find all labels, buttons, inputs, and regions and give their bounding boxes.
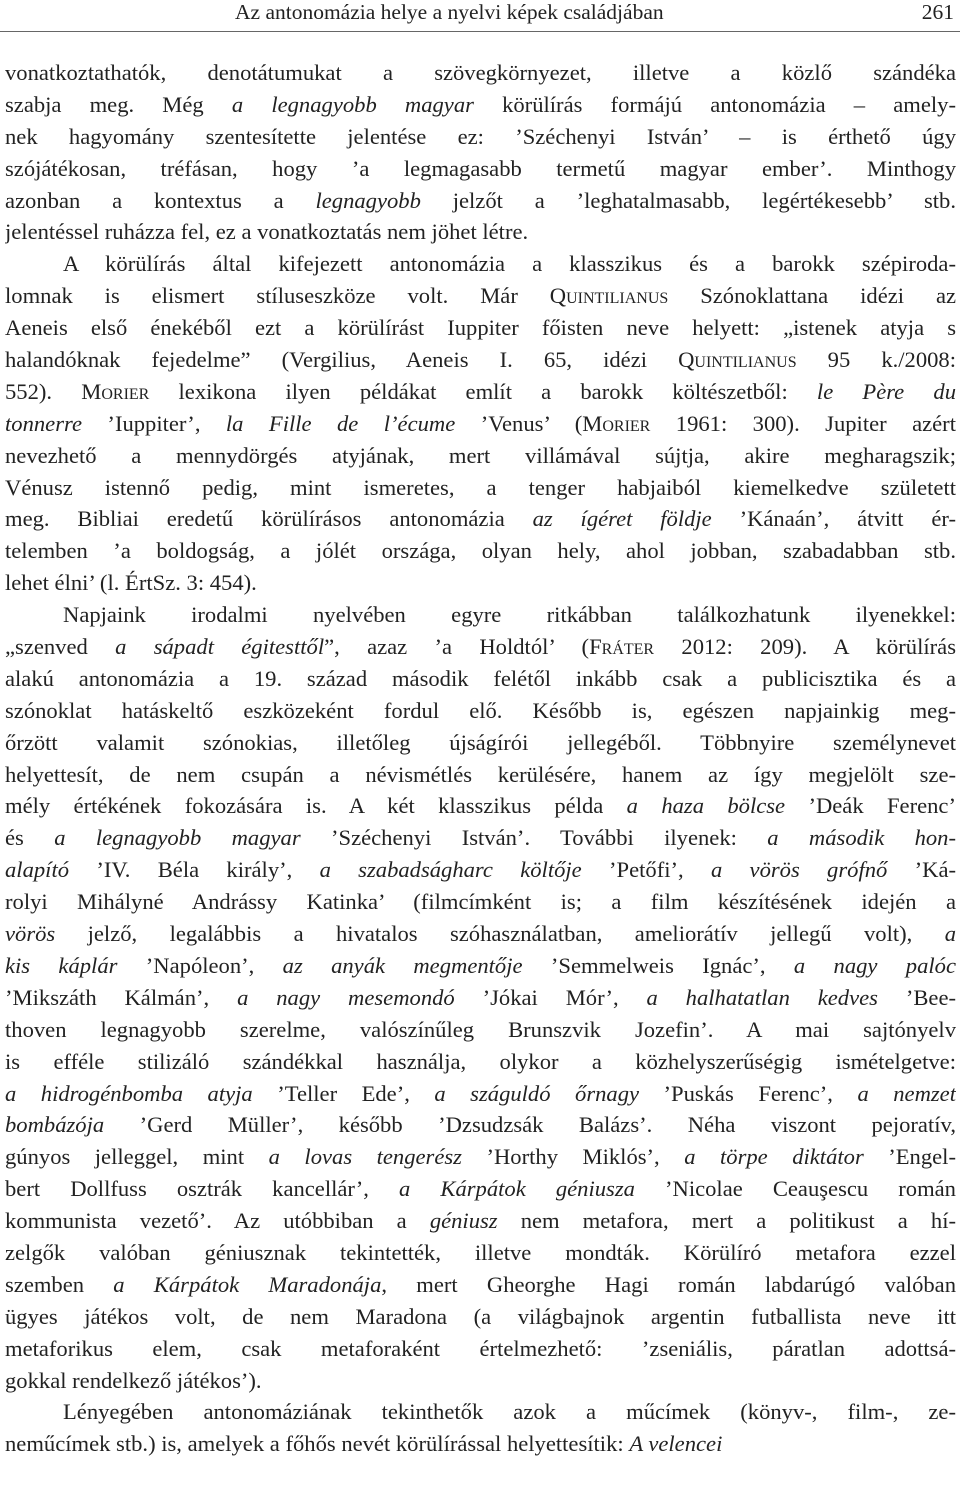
italic-phrase: a legnagyobb magyar <box>231 91 474 117</box>
text-line <box>5 248 956 280</box>
text-run: ’Engel- <box>863 1144 956 1170</box>
text-run: , mert Gheorghe Hagi román labdarúgó valóban <box>381 1271 956 1297</box>
text-line <box>5 344 956 376</box>
text-line <box>5 1078 956 1110</box>
text-line <box>5 57 956 89</box>
italic-phrase: tonnerre <box>5 410 82 436</box>
text-run: meg. Bibliai eredetű körülírásos antonomázia <box>5 506 533 532</box>
text-run: ’Bee- <box>877 984 956 1010</box>
text-run: „szenved <box>5 634 116 660</box>
text-run: ”, azaz ’a Holdtól’ ( <box>324 634 590 660</box>
text-run: gokkal rendelkező játékos’). <box>5 1367 262 1393</box>
text-run: halandóknak fejedelme” (Vergilius, Aeneis I. 65, idézi <box>5 347 679 373</box>
text-run: helyettesít, de nem csupán a névismétlés kerülésére, hanem az így megjelölt sze- <box>5 761 956 787</box>
italic-phrase: a szabadságharc költője <box>319 857 582 883</box>
text-run: telemben ’a boldogság, a jólét országa, olyan hely, ahol jobban, szabadabban stb. <box>5 538 956 564</box>
text-line <box>5 695 956 727</box>
italic-phrase: vörös <box>5 921 56 947</box>
italic-phrase: a halhatatlan kedves <box>646 984 878 1010</box>
text-run: neműcímek stb.) is, amelyek a főhős nevét körülírással helyettesítik: <box>5 1431 630 1457</box>
text-run: körülírás formájú antonomázia – amely- <box>473 91 956 117</box>
text-run: ’Ká- <box>887 857 956 883</box>
text-line <box>5 886 956 918</box>
text-run: Lényegében antonomáziának tekinthetők azok a műcímek (könyv-, film-, ze- <box>63 1399 956 1425</box>
text-run: ’Kánaán’, átvitt ér- <box>711 506 956 532</box>
text-run: kommunista vezető’. Az utóbbiban a <box>5 1208 430 1234</box>
text-line <box>5 599 956 631</box>
italic-phrase: a haza bölcse <box>626 793 786 819</box>
paragraph <box>5 599 956 1396</box>
text-run: ’Gerd Müller’, később ’Dzsudzsák Balázs’. Néha viszont pejoratív, <box>104 1112 956 1138</box>
paragraph <box>5 57 956 248</box>
text-line <box>5 854 956 886</box>
text-line <box>5 631 956 663</box>
italic-phrase: a <box>944 921 956 947</box>
italic-phrase: a nagy mesemondó <box>237 984 455 1010</box>
author-name: Morier <box>81 378 150 404</box>
text-line <box>5 1301 956 1333</box>
text-line <box>5 1014 956 1046</box>
text-run: ügyes játékos volt, de nem Maradona (a világbajnok argentin futballista neve itt <box>5 1303 956 1329</box>
text-run: jelzőt a ’leghatalmasabb, legértékesebb’ stb. <box>420 187 956 213</box>
text-line <box>5 408 956 440</box>
text-run: jelző, legalábbis a hivatalos szóhasználatban, ameliorátív jellegű volt), <box>55 921 945 947</box>
text-line <box>5 1046 956 1078</box>
text-run: ’Petőfi’, <box>581 857 711 883</box>
text-run: ’Horthy Miklós’, <box>461 1144 685 1170</box>
italic-phrase: a lovas tengerész <box>268 1144 462 1170</box>
text-run: és <box>5 825 55 851</box>
text-run: lomnak is elismert stíluseszköze volt. Már <box>5 283 550 309</box>
text-run: nem metafora, mert a politikust a hí- <box>497 1208 956 1234</box>
text-line <box>5 1205 956 1237</box>
text-run: szabja meg. Még <box>5 91 232 117</box>
text-run: metaforikus elem, csak metaforaként értelmezhető: ’zseniális, páratlan adottsá- <box>5 1335 956 1361</box>
text-line <box>5 503 956 535</box>
text-run: ’Széchenyi István’. További ilyenek: <box>300 825 768 851</box>
text-line <box>5 280 956 312</box>
italic-phrase: az anyák megmentője <box>282 952 523 978</box>
italic-phrase: a második hon- <box>767 825 956 851</box>
italic-phrase: géniusz <box>429 1208 498 1234</box>
text-line <box>5 1173 956 1205</box>
text-line <box>5 472 956 504</box>
italic-phrase: a Kárpátok géniusza <box>399 1176 635 1202</box>
text-line <box>5 185 956 217</box>
text-run: Napjaink irodalmi nyelvében egyre ritkábban találkozhatunk ilyenekkel: <box>63 602 956 628</box>
text-line <box>5 1396 956 1428</box>
text-run: szójátékosan, tréfásan, hogy ’a legmagasabb termetű magyar ember’. Minthogy <box>5 155 956 181</box>
text-run: nek hagyomány szentesítette jelentése ez: ’Széchenyi István’ – is érthető úgy <box>5 123 956 149</box>
text-line <box>5 950 956 982</box>
text-line <box>5 567 956 599</box>
text-run: ’Semmelweis Ignác’, <box>522 952 794 978</box>
text-run: nevezhető a mennydörgés atyjának, mert villámával sújtja, akire megharagszik; <box>5 442 956 468</box>
text-run: 1961: 300). Jupiter azért <box>650 410 956 436</box>
text-run: ’Nicolae Ceauşescu román <box>634 1176 956 1202</box>
italic-phrase: kis káplár <box>5 952 118 978</box>
text-run: 552). <box>5 378 82 404</box>
text-line <box>5 216 956 248</box>
header-rule <box>0 31 960 32</box>
text-line <box>5 918 956 950</box>
text-run: 95 k./2008: <box>796 347 956 373</box>
text-run: ’IV. Béla király’, <box>69 857 320 883</box>
running-header <box>0 0 960 30</box>
text-line <box>5 376 956 408</box>
text-run: is efféle stilizáló szándékkal használja, olykor a közhelyszerűségig ismételgetve: <box>5 1048 956 1074</box>
italic-phrase: a nemzet <box>857 1080 956 1106</box>
text-run: ’Jókai Mór’, <box>454 984 647 1010</box>
text-run: thoven legnagyobb szerelme, valószínűleg Brunszvik Jozefin’. A mai sajtónyelv <box>5 1016 956 1042</box>
text-run: ’Mikszáth Kálmán’, <box>5 984 238 1010</box>
paragraph <box>5 248 956 599</box>
text-run: 2012: 209). A körülírás <box>654 634 956 660</box>
author-name: Quintilianus <box>678 347 797 373</box>
running-title: Az antonomázia helye a nyelvi képek családjában <box>235 0 664 24</box>
text-line <box>5 1237 956 1269</box>
text-line <box>5 89 956 121</box>
italic-phrase: az ígéret földje <box>532 506 712 532</box>
text-run: gúnyos jelleggel, mint <box>5 1144 269 1170</box>
text-line <box>5 1333 956 1365</box>
text-line <box>5 312 956 344</box>
text-run: ’Iuppiter’, <box>81 410 226 436</box>
text-line <box>5 1428 956 1460</box>
italic-phrase: la Fille de l’écume <box>225 410 456 436</box>
text-line <box>5 759 956 791</box>
text-run: Vénusz istennő pedig, mint ismeretes, a tenger habjaiból kiemelkedve született <box>5 474 956 500</box>
paragraph <box>5 1396 956 1460</box>
italic-phrase: alapító <box>5 857 70 883</box>
text-run: őrzött valamit szónokias, illetőleg újságírói jellegéből. Többnyire személynevet <box>5 729 956 755</box>
text-run: A körülírás által kifejezett antonomázia a klasszikus és a barokk szépiroda- <box>63 251 956 277</box>
text-run: ’Puskás Ferenc’, <box>639 1080 858 1106</box>
text-run: mély értékének fokozására is. A két klasszikus példa <box>5 793 627 819</box>
text-run: alakú antonomázia a 19. század második felétől inkább csak a publicisztika és a <box>5 665 956 691</box>
text-line <box>5 790 956 822</box>
author-name: Quintilianus <box>549 283 669 309</box>
italic-phrase: a nagy palóc <box>793 952 956 978</box>
italic-phrase: a Kárpátok Maradonája <box>113 1271 382 1297</box>
text-run: Aeneis első énekéből ezt a körülírást Iuppiter főisten neve helyett: „istenek atyja s <box>5 315 956 341</box>
text-line <box>5 727 956 759</box>
italic-phrase: a legnagyobb magyar <box>54 825 301 851</box>
text-line <box>5 535 956 567</box>
text-line <box>5 440 956 472</box>
text-line <box>5 121 956 153</box>
text-line <box>5 982 956 1014</box>
text-line <box>5 822 956 854</box>
text-line <box>5 1365 956 1397</box>
text-run: szemben <box>5 1271 114 1297</box>
body-text <box>5 57 956 1460</box>
author-name: Morier <box>582 410 651 436</box>
text-run: jelentéssel ruházza fel, ez a vonatkoztatás nem jöhet létre. <box>5 219 529 245</box>
author-name: Fráter <box>589 634 655 660</box>
italic-phrase: bombázója <box>5 1112 105 1138</box>
text-run: ’Deák Ferenc’ <box>785 793 956 819</box>
italic-phrase: a sápadt égitesttől <box>115 634 325 660</box>
italic-phrase: legnagyobb <box>315 187 421 213</box>
text-line <box>5 153 956 185</box>
italic-phrase: a hidrogénbomba atyja <box>5 1080 253 1106</box>
text-run: ’Napóleon’, <box>117 952 283 978</box>
text-line <box>5 663 956 695</box>
text-line <box>5 1109 956 1141</box>
italic-phrase: le Père du <box>816 378 956 404</box>
text-run: zelgők valóban géniusznak tekintették, illetve mondták. Körülíró metafora ezzel <box>5 1239 956 1265</box>
text-run: vonatkoztathatók, denotátumukat a szövegkörnyezet, illetve a közlő szándéka <box>5 60 956 85</box>
text-run: szónoklat hatáskeltő eszközeként fordul elő. Később is, egészen napjainkig meg- <box>5 697 956 723</box>
text-run: azonban a kontextus a <box>5 187 316 213</box>
text-run: ’Venus’ ( <box>455 410 583 436</box>
italic-phrase: a törpe diktátor <box>684 1144 864 1170</box>
text-run: bert Dollfuss osztrák kancellár’, <box>5 1176 400 1202</box>
italic-phrase: A velencei <box>629 1431 723 1457</box>
text-run: lehet élni’ (l. ÉrtSz. 3: 454). <box>5 570 257 596</box>
text-line <box>5 1141 956 1173</box>
text-run: ’Teller Ede’, <box>252 1080 435 1106</box>
text-run: Szónoklattana idézi az <box>668 283 956 309</box>
italic-phrase: a száguldó őrnagy <box>434 1080 640 1106</box>
italic-phrase: a vörös grófnő <box>710 857 888 883</box>
text-run: lexikona ilyen példákat említ a barokk költészetből: <box>149 378 817 404</box>
page-number: 261 <box>921 0 954 24</box>
text-line <box>5 1269 956 1301</box>
text-run: rolyi Mihályné Andrássy Katinka’ (filmcímként is; a film készítésének idején a <box>5 889 956 915</box>
